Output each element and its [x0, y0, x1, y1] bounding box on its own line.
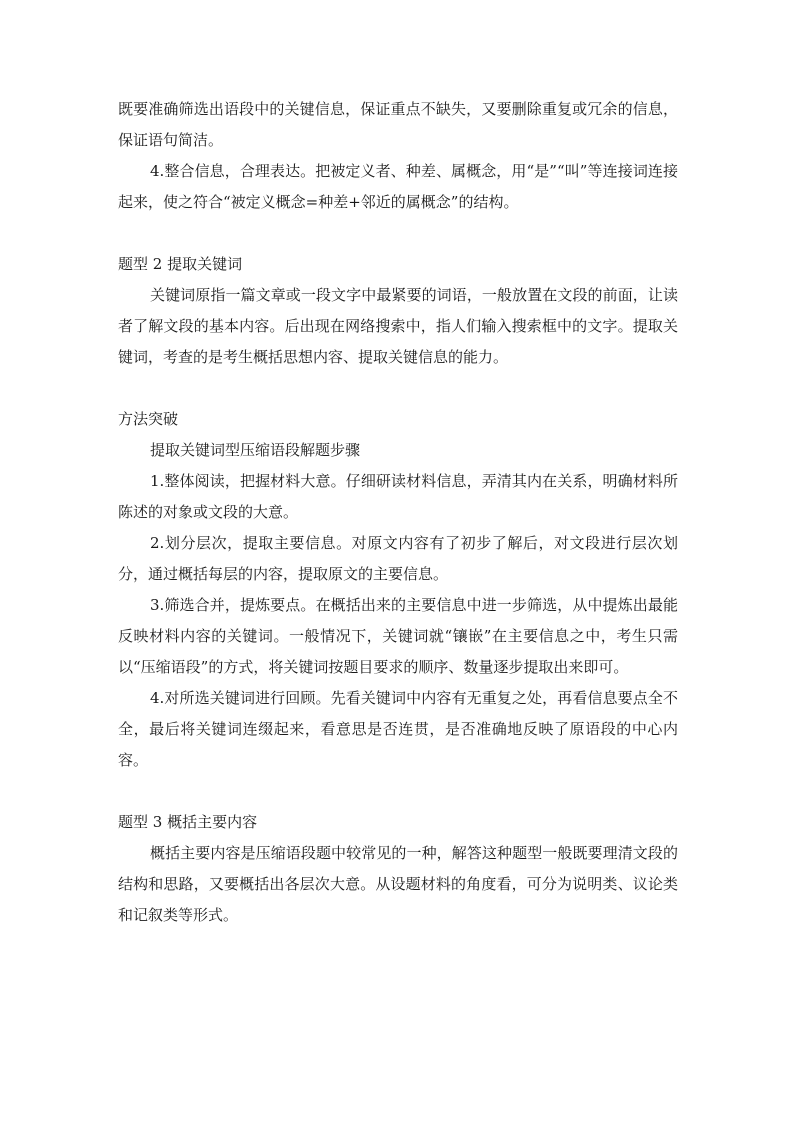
section-3-heading: 题型 3 概括主要内容 [118, 813, 258, 831]
method-heading: 方法突破 [118, 410, 179, 428]
method-step-1: 1.整体阅读，把握材料大意。仔细研读材料信息，弄清其内在关系，明确材料所陈述的对象或文段的大意。 [118, 472, 678, 521]
method-subheading: 提取关键词型压缩语段解题步骤 [150, 441, 361, 459]
method-step-4: 4.对所选关键词进行回顾。先看关键词中内容有无重复之处，再看信息要点全不全，最后将关键词连缀起来，看意思是否连贯，是否准确地反映了原语段的中心内容。 [118, 689, 678, 769]
document-body [118, 94, 678, 931]
section-3-body: 概括主要内容是压缩语段题中较常见的一种，解答这种题型一般既要理清文段的结构和思路，又要概括出各层次大意。从设题材料的角度看，可分为说明类、议论类和记叙类等形式。 [118, 844, 678, 924]
method-step-3: 3.筛选合并，提炼要点。在概括出来的主要信息中进一步筛选，从中提炼出最能反映材料内容的关键词。一般情况下，关键词就“镶嵌”在主要信息之中，考生只需以“压缩语段”的方式，将关键词按题目要求的顺序、数量逐步提取出来即可。 [118, 596, 678, 676]
paragraph-continuation: 既要准确筛选出语段中的关键信息，保证重点不缺失，又要删除重复或冗余的信息，保证语句简洁。 [118, 100, 678, 149]
section-2-heading: 题型 2 提取关键词 [118, 255, 243, 273]
paragraph-step-4-integrate: 4.整合信息，合理表达。把被定义者、种差、属概念，用“是”“叫”等连接词连接起来，使之符合“被定义概念=种差+邻近的属概念”的结构。 [118, 162, 678, 211]
method-step-2: 2.划分层次，提取主要信息。对原文内容有了初步了解后，对文段进行层次划分，通过概括每层的内容，提取原文的主要信息。 [118, 534, 678, 583]
section-2-body: 关键词原指一篇文章或一段文字中最紧要的词语，一般放置在文段的前面，让读者了解文段的基本内容。后出现在网络搜索中，指人们输入搜索框中的文字。提取关键词，考查的是考生概括思想内容、提取关键信息的能力。 [118, 286, 678, 366]
